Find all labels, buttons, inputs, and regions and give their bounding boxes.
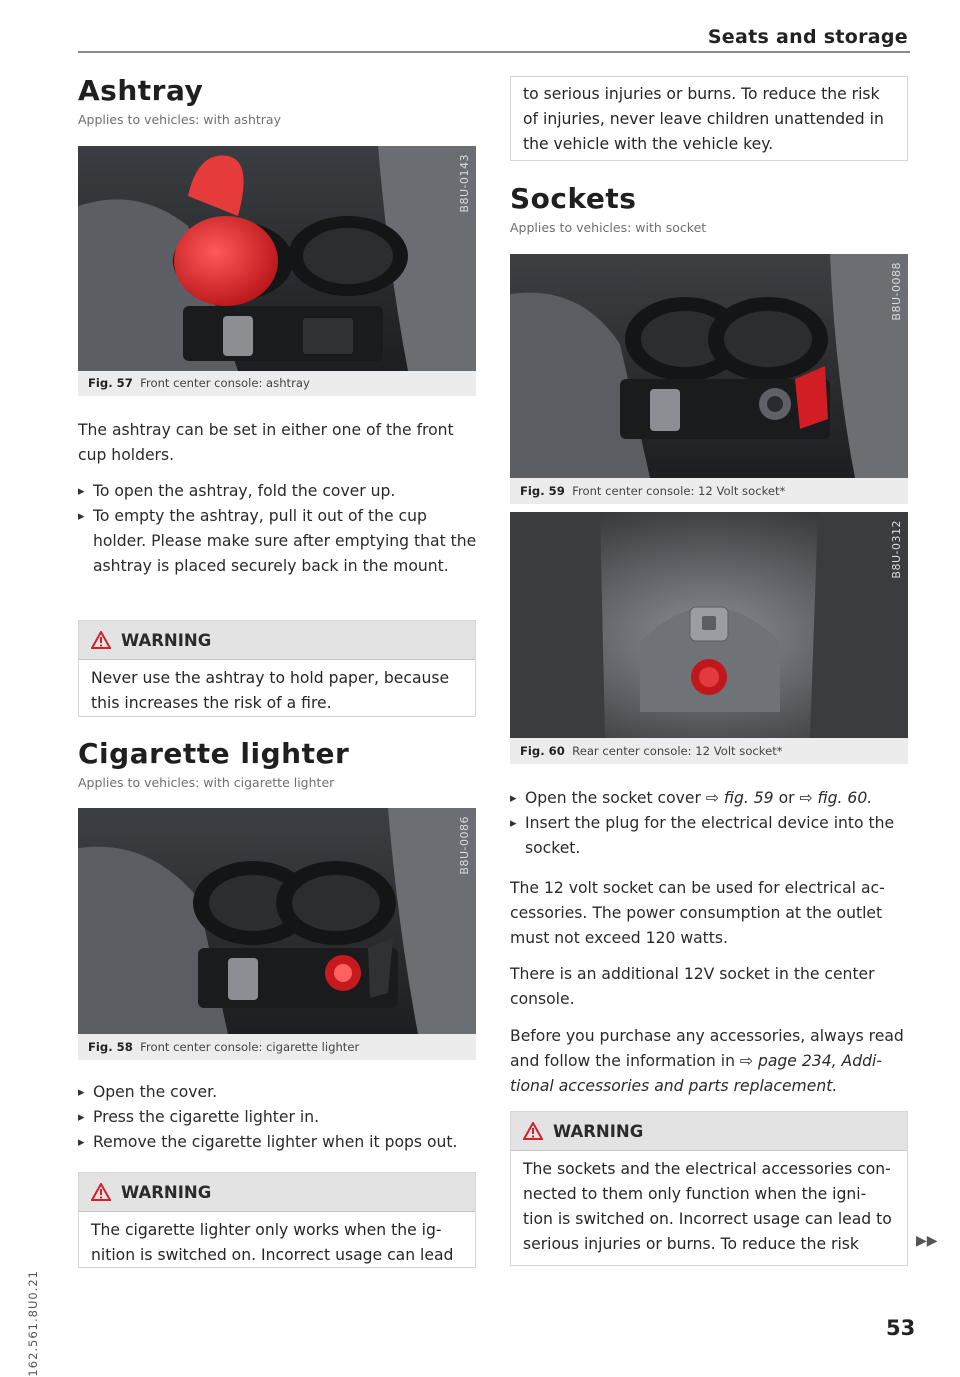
figure-57-caption-text: Front center console: ashtray xyxy=(140,376,310,390)
ashtray-paragraph: The ashtray can be set in either one of the front cup holders. xyxy=(78,421,454,464)
sockets-warning xyxy=(510,1111,908,1266)
warning-header xyxy=(511,1112,907,1151)
figure-60-label: Fig. 60 xyxy=(520,744,565,758)
figure-59-caption-text: Front center console: 12 Volt socket* xyxy=(572,484,786,498)
warning-triangle-icon xyxy=(523,1122,543,1140)
lighter-steps xyxy=(78,1080,478,1155)
warning-title: WARNING xyxy=(553,1121,644,1141)
lighter-step-2: ▸ Press the cigarette lighter in. xyxy=(78,1105,478,1130)
figure-57 xyxy=(78,146,476,396)
fig-60-ref-link[interactable]: ⇨ fig. 60. xyxy=(799,789,873,807)
warning-header xyxy=(79,1173,475,1212)
page-234-ref-link[interactable]: ⇨ page 234, Addi-tional accessories and parts replacement. xyxy=(510,1052,882,1095)
figure-60-photo xyxy=(510,512,908,738)
sockets-step-2: ▸ Insert the plug for the electrical device into the socket. xyxy=(510,811,910,861)
sockets-step-1-text: Open the socket cover xyxy=(525,789,706,807)
warning-text: Never use the ashtray to hold paper, because this increases the risk of a fire. xyxy=(91,669,450,712)
figure-58-photo xyxy=(78,808,476,1034)
sockets-applies: Applies to vehicles: with socket xyxy=(510,220,707,235)
page-number: 53 xyxy=(886,1316,916,1340)
figure-58-label: Fig. 58 xyxy=(88,1040,133,1054)
figure-60-code: B8U-0312 xyxy=(890,520,903,579)
figure-60 xyxy=(510,512,908,764)
sockets-para-3-text: Before you purchase any accessories, always read and follow the information in xyxy=(510,1027,904,1070)
warning-title: WARNING xyxy=(121,630,212,650)
lighter-heading: Cigarette lighter xyxy=(78,737,350,770)
ashtray-step-2: ▸ To empty the ashtray, pull it out of the cup holder. Please make sure after emptying that the ashtray is placed securely back in the mount. xyxy=(78,504,478,579)
figure-57-label: Fig. 57 xyxy=(88,376,133,390)
figure-59-label: Fig. 59 xyxy=(520,484,565,498)
figure-57-caption xyxy=(88,376,310,390)
figure-57-code: B8U-0143 xyxy=(458,154,471,213)
lighter-step-1: ▸ Open the cover. xyxy=(78,1080,478,1105)
ashtray-heading: Ashtray xyxy=(78,74,204,107)
sockets-heading: Sockets xyxy=(510,182,637,215)
sockets-para-3 xyxy=(510,1024,910,1099)
continued-warning-text: to serious injuries or burns. To reduce the risk of injuries, never leave children unattended in the vehicle with the vehicle key. xyxy=(523,85,884,153)
figure-60-caption-text: Rear center console: 12 Volt socket* xyxy=(572,744,783,758)
figure-59-caption xyxy=(520,484,785,498)
figure-58-code: B8U-0086 xyxy=(458,816,471,875)
continued-warning xyxy=(510,76,908,161)
lighter-applies: Applies to vehicles: with cigarette lighter xyxy=(78,775,335,790)
header-rule xyxy=(78,51,910,53)
warning-text: The cigarette lighter only works when the ig-nition is switched on. Incorrect usage can lead xyxy=(91,1221,454,1264)
running-header: Seats and storage xyxy=(707,26,908,48)
warning-title: WARNING xyxy=(121,1182,212,1202)
lighter-warning xyxy=(78,1172,476,1268)
sockets-para-1: The 12 volt socket can be used for electrical ac-cessories. The power consumption at the outlet must not exceed 120 watts. xyxy=(510,879,885,947)
ashtray-warning xyxy=(78,620,476,717)
figure-60-caption xyxy=(520,744,783,758)
figure-58 xyxy=(78,808,476,1060)
sockets-steps xyxy=(510,786,910,861)
warning-header xyxy=(79,621,475,660)
figure-59-photo xyxy=(510,254,908,478)
ashtray-applies: Applies to vehicles: with ashtray xyxy=(78,112,281,127)
or-text: or xyxy=(773,789,800,807)
sockets-para-2: There is an additional 12V socket in the center console. xyxy=(510,965,875,1008)
figure-57-photo xyxy=(78,146,476,371)
warning-text: The sockets and the electrical accessories con-nected to them only function when the igni-tion is switched on. Incorrect usage can lead to serious injuries or burns. To reduce the risk xyxy=(523,1160,892,1253)
lighter-step-3: ▸ Remove the cigarette lighter when it pops out. xyxy=(78,1130,478,1155)
fig-59-ref-link[interactable]: ⇨ fig. 59 xyxy=(705,789,774,807)
figure-58-caption-text: Front center console: cigarette lighter xyxy=(140,1040,360,1054)
warning-triangle-icon xyxy=(91,631,111,649)
figure-59 xyxy=(510,254,908,504)
ashtray-step-1: ▸ To open the ashtray, fold the cover up. xyxy=(78,479,478,504)
continue-arrow-icon: ▶▶ xyxy=(916,1233,938,1249)
document-code: 162.561.8U0.21 xyxy=(26,1270,40,1377)
sockets-step-1 xyxy=(510,786,910,811)
figure-58-caption xyxy=(88,1040,359,1054)
figure-59-code: B8U-0088 xyxy=(890,262,903,321)
ashtray-steps xyxy=(78,479,478,579)
warning-triangle-icon xyxy=(91,1183,111,1201)
